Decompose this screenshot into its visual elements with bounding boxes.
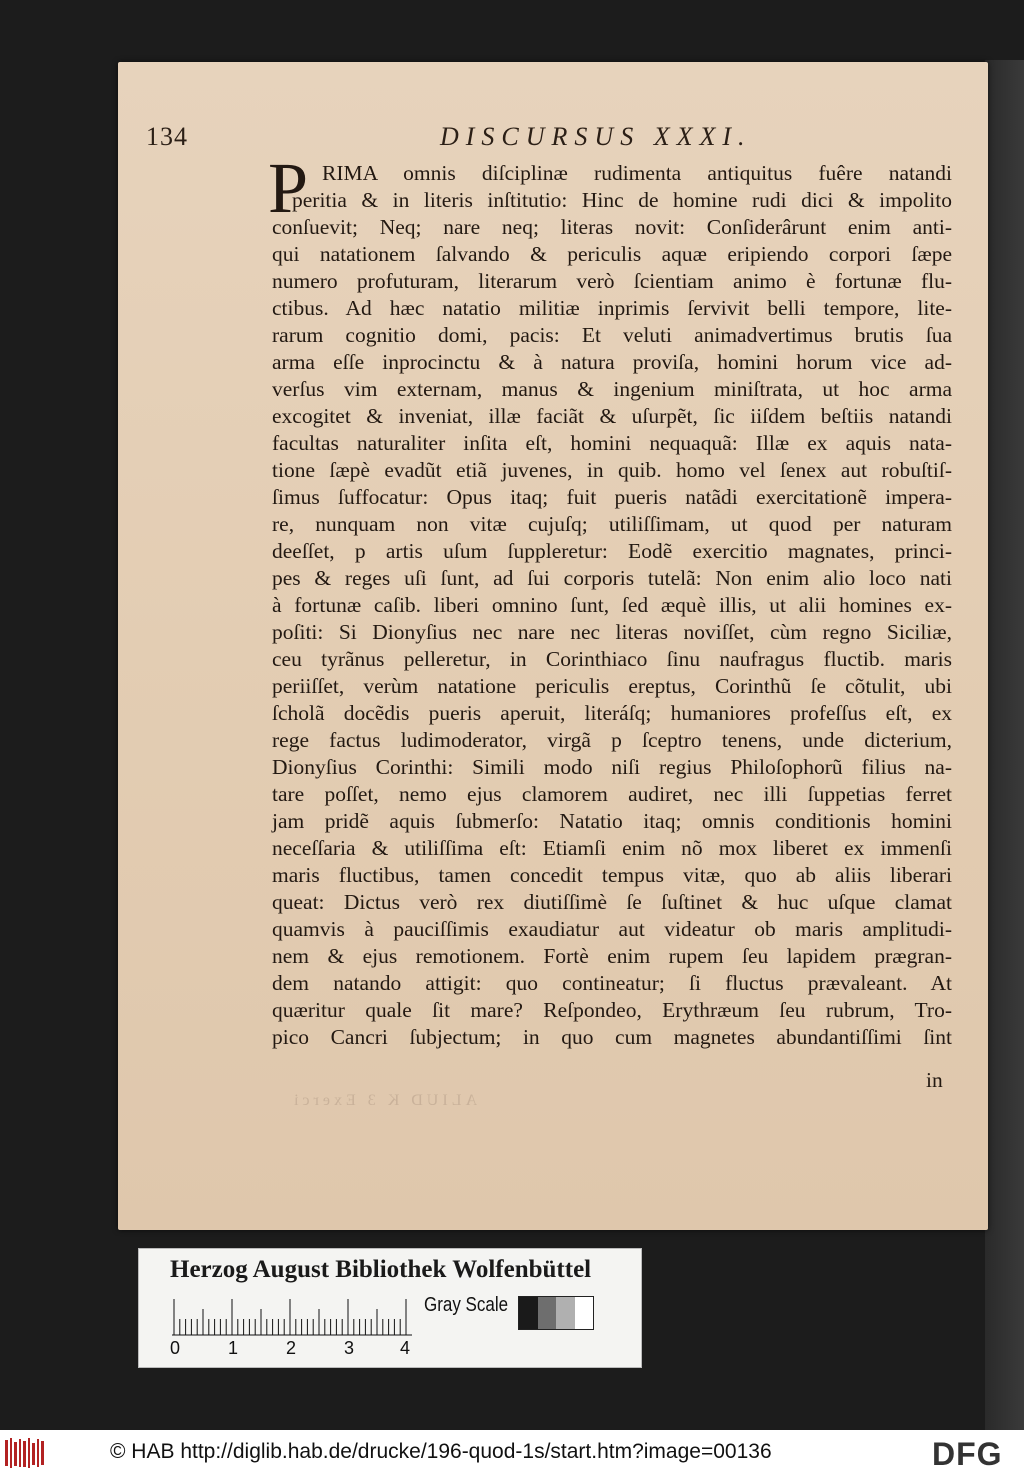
adjacent-page-edge (985, 60, 1024, 1430)
library-name: Herzog August Bibliothek Wolfenbüttel (170, 1256, 592, 1283)
text-line: quæritur quale ſit mare? Reſpondeo, Erythræum ſeu rubrum, Tro- (272, 998, 952, 1022)
text-line: tare poſſet, nemo ejus clamorem audiret, nec illi ſuppetias ferret (272, 782, 952, 806)
drop-capital: P (268, 148, 309, 228)
text-line: ſimus ſuffocatur: Opus itaq; fuit pueris natãdi exercitationẽ impera- (272, 485, 952, 509)
text-line: neceſſaria & utiliſſima eſt: Etiamſi enim nõ mox liberet ex immenſi (272, 836, 952, 860)
copyright-url[interactable]: © HAB http://diglib.hab.de/drucke/196-quod-1s/start.htm?image=00136 (110, 1440, 772, 1463)
text-line: excogitet & inveniat, illæ faciãt & uſurpẽt, ſic iiſdem beſtiis natandi (272, 404, 952, 428)
text-line: nem & ejus remotionem. Fortè enim rupem ſeu lapidem prægran- (272, 944, 952, 968)
text-line: pico Cancri ſubjectum; in quo cum magnetes abundantiſſimi ſint (272, 1025, 952, 1049)
text-line: numero profuturam, literarum verò ſcientiam animo è fortunæ flu- (272, 269, 952, 293)
gray-swatch (538, 1297, 557, 1329)
text-line: deeſſet, p artis uſum ſuppleretur: Eodẽ exercitio magnates, princi- (272, 539, 952, 563)
text-line: pes & reges uſi ſunt, ad ſui corporis tutelã: Non enim alio loco nati (272, 566, 952, 590)
ruler-scale (172, 1298, 412, 1336)
text-line: conſuevit; Neq; nare neq; literas novit: Conſiderârunt enim anti- (272, 215, 952, 239)
gray-swatch (556, 1297, 575, 1329)
text-line: Dionyſius Corinthi: Simili modo niſi regius Philoſophorũ filius na- (272, 755, 952, 779)
gray-swatch (519, 1297, 538, 1329)
gray-scale-swatches (518, 1296, 594, 1330)
show-through-text: ALIUD K 3 Exerci (290, 1092, 478, 1109)
text-line: ceu tyrãnus pelleretur, in Corinthiaco ſinu naufragus fluctib. maris (272, 647, 952, 671)
text-line: rege factus ludimoderator, virgã p ſceptro tenens, unde dicterium, (272, 728, 952, 752)
running-head: DISCURSUS XXXI. (440, 122, 752, 151)
ruler-number: 4 (400, 1338, 411, 1358)
ruler-number: 3 (344, 1338, 355, 1358)
text-line: quamvis à pauciſſimis exaudiatur aut videatur ob maris amplitudi- (272, 917, 952, 941)
dfg-logo: DFG (932, 1436, 1003, 1472)
text-line: poſiti: Si Dionyſius nec nare nec literas noviſſet, cùm regno Siciliæ, (272, 620, 952, 644)
text-line: tione ſæpè evadũt etiã juvenes, in quib. homo vel ſenex aut robuſtiſ- (272, 458, 952, 482)
gray-scale-label: Gray Scale (424, 1294, 509, 1316)
barcode-icon (4, 1436, 48, 1470)
ruler-number: 2 (286, 1338, 297, 1358)
text-line: verſus vim externam, manus & ingenium miniſtrata, ut hoc arma (272, 377, 952, 401)
text-line: dem natando attigit: quo contineatur; ſi fluctus prævaleant. At (272, 971, 952, 995)
text-line: re, nunquam non vitæ cujuſq; utiliſſimam, ut quod per naturam (272, 512, 952, 536)
ruler-number: 1 (228, 1338, 239, 1358)
text-line: peritia & in literis inſtitutio: Hinc de homine rudi dici & impolito (292, 188, 952, 212)
page-number: 134 (146, 122, 188, 151)
gray-swatch (575, 1297, 594, 1329)
text-line: qui natationem ſalvando & periculis aquæ eripiendo corpori ſæpe (272, 242, 952, 266)
ruler-number: 0 (170, 1338, 181, 1358)
text-line: rarum cognitio domi, pacis: Et veluti animadvertimus brutis ſua (272, 323, 952, 347)
text-line: jam pridẽ aquis ſubmerſo: Natatio itaq; omnis conditionis homini (272, 809, 952, 833)
text-line: maris fluctibus, tamen concedit tempus vitæ, quo ab aliis liberari (272, 863, 952, 887)
text-line: periiſſet, verùm natatione periculis ereptus, Corinthũ ſe cõtulit, ubi (272, 674, 952, 698)
text-line: ctibus. Ad hæc natatio militiæ inprimis ſervivit belli tempore, lite- (272, 296, 952, 320)
text-line: arma eſſe inprocinctu & à natura proviſa, homini horum vice ad- (272, 350, 952, 374)
text-line: ſcholã docẽdis pueris aperuit, literáſq; humaniores profeſſus eſt, ex (272, 701, 952, 725)
text-line: à fortunæ caſib. liberi omnino ſunt, ſed æquè illis, ut alii homines ex- (272, 593, 952, 617)
text-line: RIMA omnis diſciplinæ rudimenta antiquitus fuêre natandi (322, 161, 952, 185)
text-line: queat: Dictus verò rex diutiſſimè ſe ſuſtinet & huc uſque clamat (272, 890, 952, 914)
text-line: facultas naturaliter inſita eſt, homini nequaquã: Illæ ex aquis nata- (272, 431, 952, 455)
catchword: in (926, 1068, 943, 1092)
